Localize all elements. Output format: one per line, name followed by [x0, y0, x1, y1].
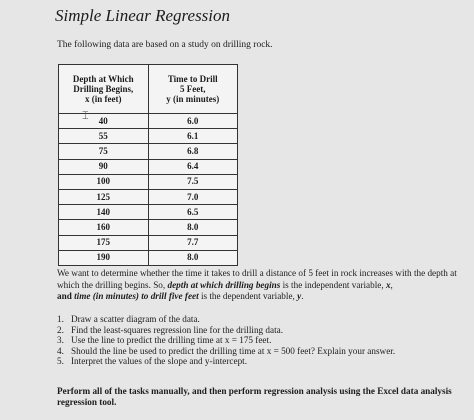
table-row: [59, 205, 238, 220]
time-cell: 6.0: [148, 114, 238, 129]
time-cell: 6.1: [148, 129, 238, 144]
table-row: [59, 250, 238, 265]
list-item: 3. Use the line to predict the drilling time at x = 175 feet.: [57, 335, 272, 346]
table-row: [59, 189, 238, 204]
time-cell: 6.4: [148, 159, 238, 174]
table-row: [59, 129, 238, 144]
depth-cell: 175: [59, 235, 149, 250]
list-item: 4. Should the line be used to predict the drilling time at x = 500 feet? Explain your answer.: [57, 345, 396, 356]
intro-text: The following data are based on a study on drilling rock.: [57, 40, 273, 50]
time-cell: 8.0: [148, 220, 238, 235]
depth-cell: 160: [59, 220, 149, 235]
drilling-data-table: [58, 64, 238, 266]
table-row: [59, 144, 238, 159]
depth-cell: 90: [59, 159, 149, 174]
list-item: 2. Find the least-squares regression line for the drilling data.: [57, 324, 284, 335]
table-row: [59, 235, 238, 250]
list-item: 5. Interpret the values of the slope and y-intercept.: [57, 356, 248, 367]
table-row: [59, 159, 238, 174]
time-cell: 6.8: [148, 144, 238, 159]
final-instructions: Perform all of the tasks manually, and then perform regression analysis using the Excel data analysis regression tool.: [57, 386, 452, 407]
list-item: 1. Draw a scatter diagram of the data.: [57, 314, 200, 324]
text-cursor-icon: ⌶: [82, 110, 89, 122]
table-row: [59, 220, 238, 235]
time-column-header: Time to Drill 5 Feet, y (in minutes): [148, 65, 238, 114]
depth-cell: 190: [59, 250, 149, 265]
table-header-row: [59, 65, 238, 114]
depth-cell: 140: [59, 205, 149, 220]
depth-cell: 55: [59, 129, 149, 144]
depth-cell: 75: [59, 144, 149, 159]
time-cell: 6.5: [148, 205, 238, 220]
time-cell: 7.7: [148, 235, 238, 250]
time-cell: 8.0: [148, 250, 238, 265]
depth-column-header: Depth at Which Drilling Begins, x (in feet): [59, 65, 149, 114]
depth-cell: 100: [59, 174, 149, 189]
time-cell: 7.5: [148, 174, 238, 189]
table-row: [59, 174, 238, 189]
depth-cell: 40: [59, 114, 149, 129]
time-cell: 7.0: [148, 189, 238, 204]
task-list: [57, 314, 395, 367]
problem-paragraph: We want to determine whether the time it takes to drill a distance of 5 feet in rock increases with the depth at which the drilling begins. So, depth at which drilling begins is the independent variable, x, and time (in minutes) to drill five feet is the dependent variable, y.: [57, 268, 457, 301]
depth-cell: 125: [59, 189, 149, 204]
page-title: Simple Linear Regression: [55, 6, 231, 25]
